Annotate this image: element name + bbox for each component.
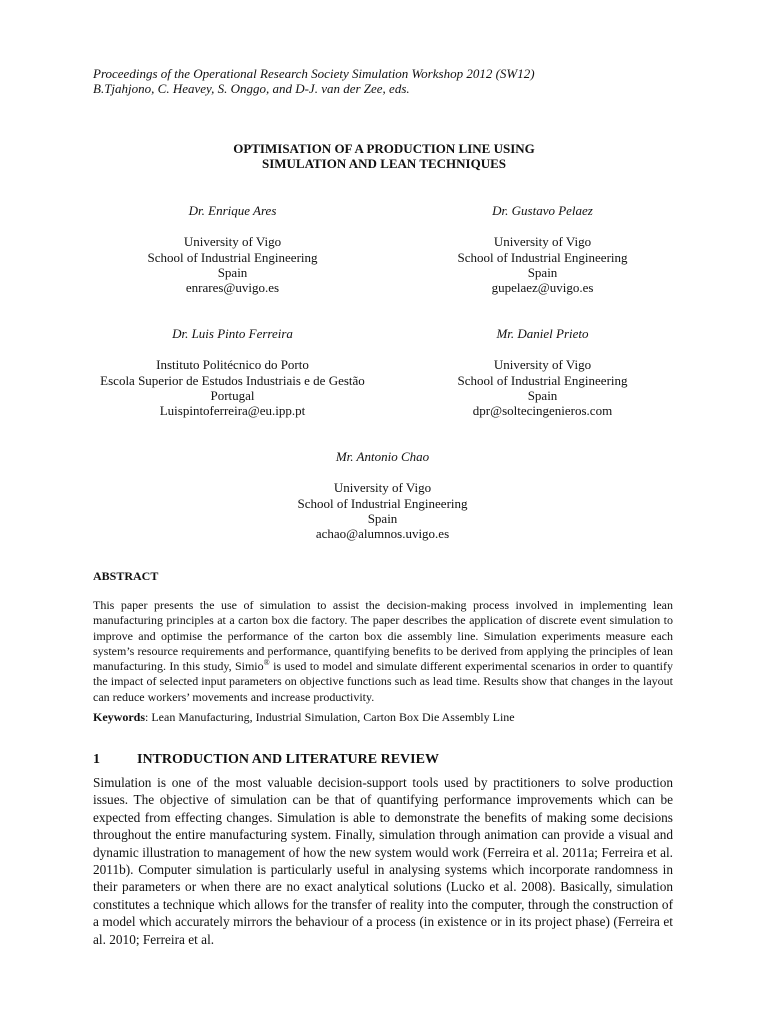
author-name: Mr. Antonio Chao [335,449,430,464]
section-number: 1 [93,752,100,767]
title-line: SIMULATION AND LEAN TECHNIQUES [261,156,507,171]
author-name: Mr. Daniel Prieto [496,326,589,341]
paper-title [0,141,768,171]
proceedings-header [93,66,535,96]
author-affiliation: Instituto Politécnico do Porto [156,357,309,373]
section-body-text: Simulation is one of the most valuable decision-support tools used by practitioners to solve production issues. The objective of simulation can be that of quantifying performance improvements which can be expected from effecting changes. Simulation is able to demonstrate the benefits of making some decisions throughout the entire manufacturing system. Finally, simulation through animation can provide a visual and dynamic illustration to management of how the new system would work (Ferreira et al. 2011a; Ferreira et al. 2011b). Computer simulation is particularly useful in analysing systems which incorporate randomness in their parameters or when there are no exact analytical solutions (Lucko et al. 2008). Basically, simulation constitutes a technique which allows for the transfer of reality into the computer, through the construction of a model which accurately mirrors the behaviour of a process (in existence or in its project phase) (Ferreira et al. 2010; Ferreira et al. [93,775,673,947]
author-block [380,203,705,295]
author-country: Spain [217,264,248,280]
abstract-heading: ABSTRACT [93,569,159,583]
registered-mark: ® [263,658,270,668]
proceedings-line: Proceedings of the Operational Research Society Simulation Workshop 2012 (SW12) [93,66,535,81]
author-email: dpr@soltecingenieros.com [472,403,613,419]
author-affiliation: University of Vigo [493,357,592,373]
author-country: Spain [527,387,558,403]
author-affiliation: School of Industrial Engineering [147,249,318,265]
author-name: Dr. Luis Pinto Ferreira [172,326,293,341]
author-block [220,449,545,541]
author-affiliation: School of Industrial Engineering [457,249,628,265]
author-name: Dr. Gustavo Pelaez [492,203,593,218]
author-affiliation: University of Vigo [493,234,592,250]
author-email: Luispintoferreira@eu.ipp.pt [159,403,306,419]
author-affiliation: School of Industrial Engineering [297,495,468,511]
title-line: OPTIMISATION OF A PRODUCTION LINE USING [233,141,535,156]
author-country: Spain [527,264,558,280]
editors-line: B.Tjahjono, C. Heavey, S. Onggo, and D-J. van der Zee, eds. [93,81,410,96]
abstract-text-part: is used to model and simulate different experimental scenarios in order to quantify the impact of selected input parameters on objective functions such as lead time. Results show that changes in the layout can reduce workers’ movements and increase productivity. [93,659,673,704]
author-affiliation: University of Vigo [333,480,432,496]
author-block [70,326,395,418]
section-title: INTRODUCTION AND LITERATURE REVIEW [137,752,439,767]
author-affiliation: Escola Superior de Estudos Industriais e de Gestão [100,372,365,388]
keywords [93,710,515,725]
author-email: achao@alumnos.uvigo.es [315,526,450,542]
keywords-list: : Lean Manufacturing, Industrial Simulation, Carton Box Die Assembly Line [145,710,515,724]
abstract-text [93,598,673,705]
author-country: Portugal [210,387,255,403]
author-email: gupelaez@uvigo.es [491,280,594,296]
author-email: enrares@uvigo.es [185,280,280,296]
author-block [380,326,705,418]
author-name: Dr. Enrique Ares [188,203,277,218]
abstract-text-part: This paper presents the use of simulation to assist the decision-making process involved in implementing lean manufacturing principles at a carton box die factory. The paper describes the application of discrete event simulation to improve and optimise the performance of the carton box die assembly line. Simulation experiments measure each system’s resource requirements and performance, quantifying benefits to be derived from applying the principles of lean manufacturing. In this study, Simio [93,598,673,674]
author-block [70,203,395,295]
author-affiliation: University of Vigo [183,234,282,250]
author-affiliation: School of Industrial Engineering [457,372,628,388]
author-country: Spain [367,510,398,526]
keywords-label: Keywords [93,710,145,724]
section-heading [93,752,439,768]
